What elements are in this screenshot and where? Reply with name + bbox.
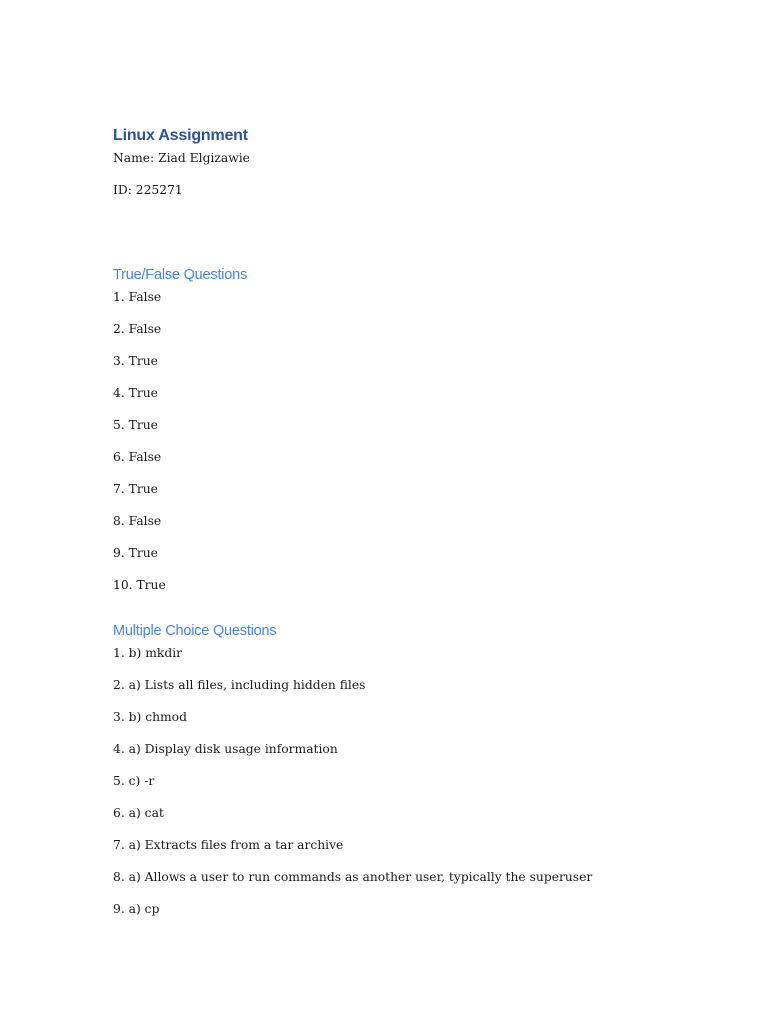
multiple-choice-heading: Multiple Choice Questions bbox=[113, 623, 277, 639]
list-item: 9. a) cp bbox=[113, 902, 160, 916]
list-item: 3. b) chmod bbox=[113, 710, 187, 724]
list-item: 3. True bbox=[113, 354, 158, 368]
true-false-list bbox=[113, 286, 673, 606]
list-item: 9. True bbox=[113, 546, 158, 560]
list-item: 2. a) Lists all files, including hidden files bbox=[113, 678, 366, 692]
document-page bbox=[113, 125, 673, 930]
list-item: 6. a) cat bbox=[113, 806, 164, 820]
multiple-choice-list bbox=[113, 642, 673, 930]
student-id: ID: 225271 bbox=[113, 183, 183, 197]
list-item: 2. False bbox=[113, 322, 162, 336]
spacer bbox=[113, 211, 673, 264]
list-item: 7. a) Extracts files from a tar archive bbox=[113, 838, 344, 852]
list-item: 6. False bbox=[113, 450, 162, 464]
list-item: 8. a) Allows a user to run commands as another user, typically the superuser bbox=[113, 870, 593, 884]
true-false-heading: True/False Questions bbox=[113, 267, 248, 283]
student-name: Name: Ziad Elgizawie bbox=[113, 151, 250, 165]
list-item: 10. True bbox=[113, 578, 166, 592]
list-item: 1. False bbox=[113, 290, 162, 304]
list-item: 4. a) Display disk usage information bbox=[113, 742, 338, 756]
list-item: 1. b) mkdir bbox=[113, 646, 183, 660]
spacer bbox=[113, 606, 673, 620]
document-title: Linux Assignment bbox=[113, 127, 248, 144]
list-item: 4. True bbox=[113, 386, 158, 400]
list-item: 5. True bbox=[113, 418, 158, 432]
list-item: 7. True bbox=[113, 482, 158, 496]
list-item: 8. False bbox=[113, 514, 162, 528]
list-item: 5. c) -r bbox=[113, 774, 155, 788]
